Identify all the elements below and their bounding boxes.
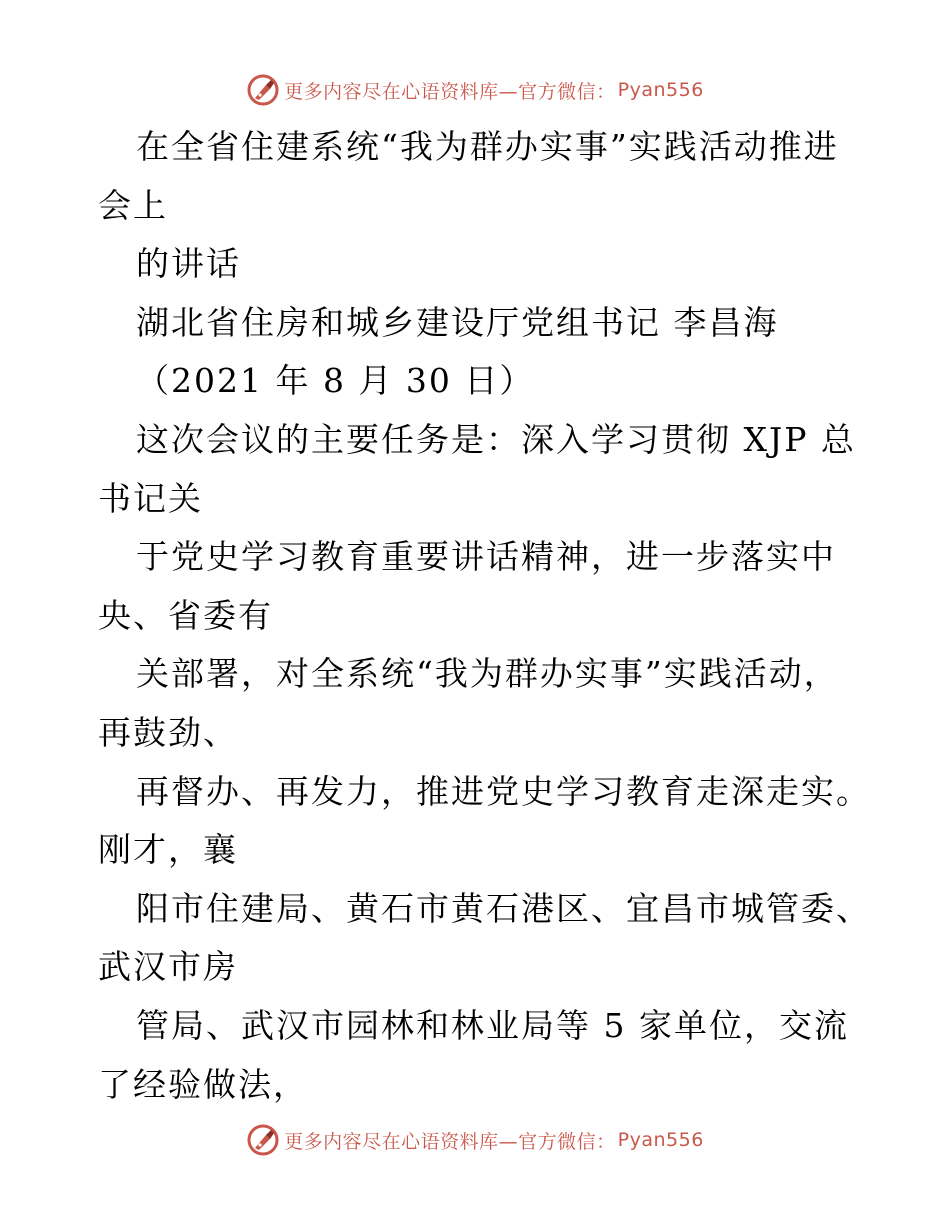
watermark-text: 更多内容尽在心语资料库—官方微信： (284, 1130, 616, 1153)
pen-nib-logo-icon (246, 1123, 280, 1157)
text-line: 在全省住建系统“我为群办实事”实践活动推进 (136, 127, 839, 166)
text-line: 了经验做法， (98, 1064, 308, 1104)
text-line: 央、省委有 (98, 595, 273, 635)
text-line: 刚才，襄 (98, 830, 238, 870)
text-line: 再督办、再发力，推进党史学习教育走深走实。 (136, 771, 871, 811)
watermark-id: Pyan556 (617, 79, 704, 101)
text-line: 这次会议的主要任务是：深入学习贯彻 XJP 总 (136, 419, 856, 459)
text-line: 会上 (98, 185, 168, 225)
date-line: （2021 年 8 月 30 日） (136, 361, 535, 401)
text-line: 管局、武汉市园林和林业局等 5 家单位，交流 (136, 1005, 849, 1045)
header-watermark (0, 70, 950, 110)
pen-nib-logo-icon (246, 73, 280, 107)
text-line: 于党史学习教育重要讲话精神，进一步落实中 (136, 537, 836, 577)
watermark-text: 更多内容尽在心语资料库—官方微信： (284, 80, 616, 103)
text-line: 关部署，对全系统“我为群办实事”实践活动， (136, 654, 839, 694)
text-line: 再鼓劲、 (98, 712, 238, 752)
watermark-id: Pyan556 (617, 1129, 704, 1151)
text-line: 阳市住建局、黄石市黄石港区、宜昌市城管委、 (136, 888, 871, 928)
author-line: 湖北省住房和城乡建设厅党组书记 李昌海 (136, 302, 779, 342)
text-line: 武汉市房 (98, 947, 238, 987)
document-body (98, 118, 898, 1114)
footer-watermark (0, 1120, 950, 1160)
text-line: 的讲话 (136, 244, 241, 284)
text-line: 书记关 (98, 478, 203, 518)
